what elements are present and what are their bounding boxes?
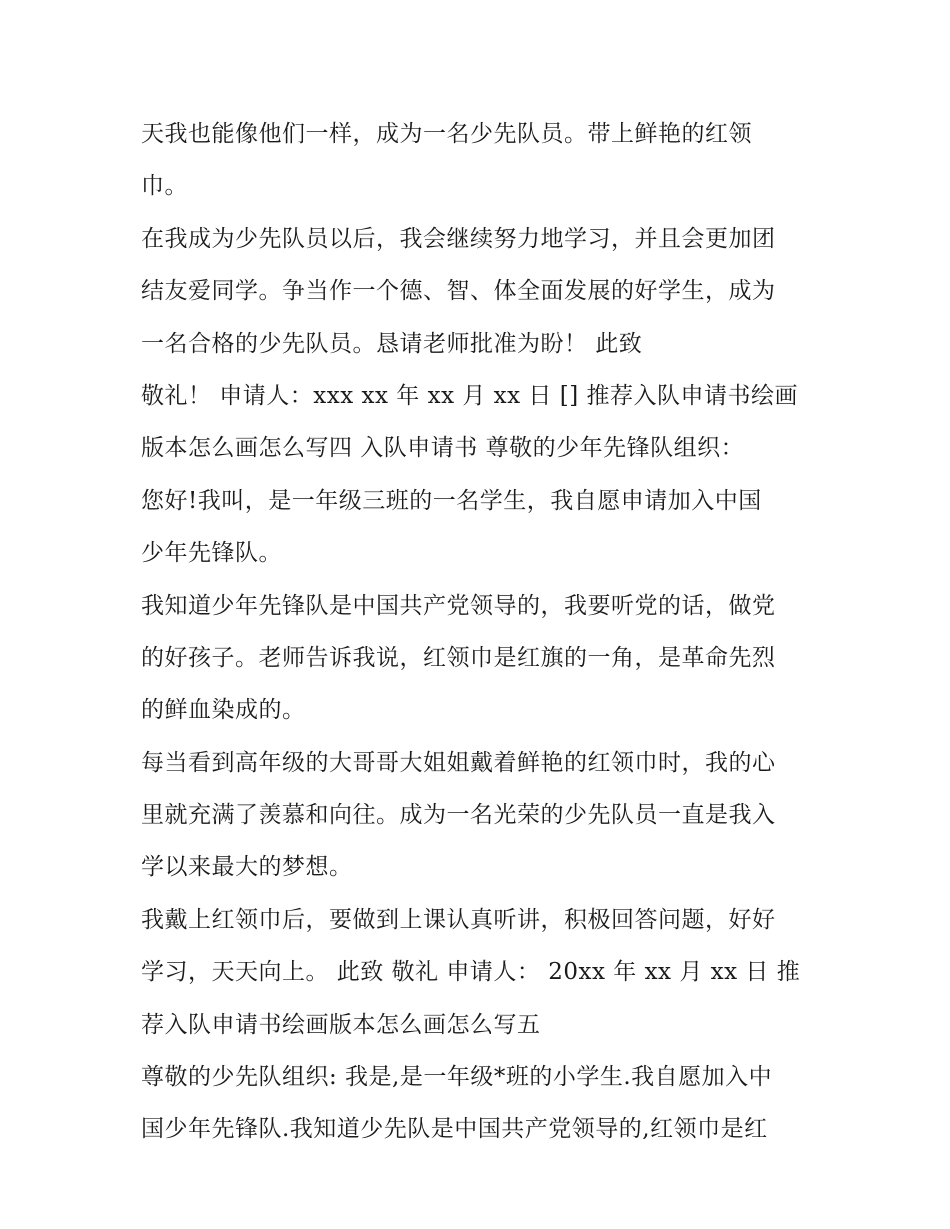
document-body — [141, 108, 821, 1156]
text-line: 国少年先锋队.我知道少先队是中国共产党领导的,红领巾是红 — [141, 1116, 768, 1143]
text-line: 每当看到高年级的大哥哥大姐姐戴着鲜艳的红领巾时，我的心 — [141, 749, 776, 776]
text-line: 少年先锋队。 — [141, 540, 282, 567]
text-line: 里就充满了羡慕和向往。成为一名光荣的少先队员一直是我入 — [141, 802, 776, 829]
text-line: 版本怎么画怎么写四 入队申请书 尊敬的少年先锋队组织： — [141, 435, 745, 462]
text-line: 结友爱同学。争当作一个德、智、体全面发展的好学生，成为 — [141, 278, 776, 305]
text-line: 学习，天天向上。 此致 敬礼 申请人： 20xx 年 xx 月 xx 日 推 — [141, 959, 801, 986]
text-line: 敬礼！ 申请人：xxx xx 年 xx 月 xx 日 [] 推荐入队申请书绘画 — [141, 382, 798, 409]
text-line: 天我也能像他们一样，成为一名少先队员。带上鲜艳的红领 — [141, 121, 752, 147]
text-line: 我知道少年先锋队是中国共产党领导的，我要听党的话，做党 — [141, 592, 776, 619]
text-line: 学以来最大的梦想。 — [141, 854, 353, 881]
text-line: 在我成为少先队员以后，我会继续努力地学习，并且会更加团 — [141, 225, 776, 252]
text-line: 尊敬的少先队组织: 我是,是一年级*班的小学生.我自愿加入中 — [141, 1064, 773, 1091]
text-line: 荐入队申请书绘画版本怎么画怎么写五 — [141, 1011, 541, 1038]
text-line: 我戴上红领巾后，要做到上课认真听讲，积极回答问题，好好 — [141, 906, 776, 933]
text-line: 您好!我叫，是一年级三班的一名学生，我自愿申请加入中国 — [141, 487, 762, 514]
text-line: 的鲜血染成的。 — [141, 697, 306, 724]
text-line: 巾。 — [141, 173, 188, 200]
text-line: 的好孩子。老师告诉我说，红领巾是红旗的一角，是革命先烈 — [141, 644, 776, 671]
text-line: 一名合格的少先队员。恳请老师批准为盼！ 此致 — [141, 330, 643, 357]
